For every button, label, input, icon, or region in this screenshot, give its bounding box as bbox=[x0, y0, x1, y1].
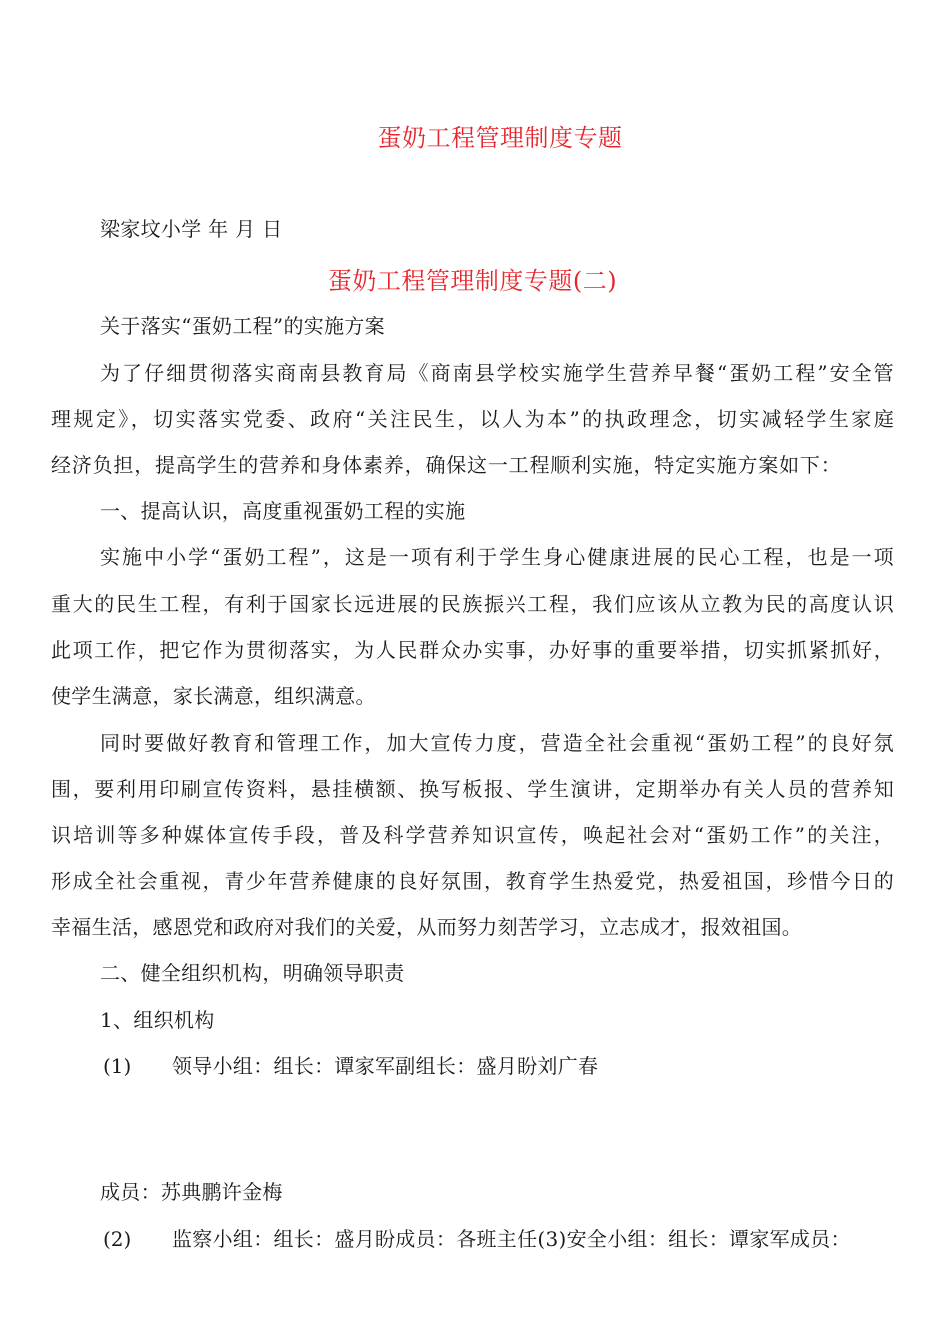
byline: 梁家坟小学 年 月 日 bbox=[100, 217, 283, 241]
para1-line-3: 经济负担，提高学生的营养和身体素养，确保这一工程顺利实施，特定实施方案如下： bbox=[51, 453, 841, 477]
document-title: 蛋奶工程管理制度专题 bbox=[377, 124, 623, 152]
item2-text: 监察小组：组长：盛月盼成员：各班主任(3)安全小组：组长：谭家军成员： bbox=[172, 1227, 851, 1251]
para1-line-1: 为了仔细贯彻落实商南县教育局《商南县学校实施学生营养早餐“蛋奶工程”安全管 bbox=[100, 361, 894, 385]
para3-line-2: 围，要利用印刷宣传资料，悬挂横额、换写板报、学生演讲，定期举办有关人员的营养知 bbox=[51, 777, 894, 801]
item1-text: 领导小组：组长：谭家军副组长：盛月盼刘广春 bbox=[172, 1054, 599, 1078]
para3-line-3: 识培训等多种媒体宣传手段，普及科学营养知识宣传，唤起社会对“蛋奶工作”的关注， bbox=[51, 823, 894, 847]
para2-line-3: 此项工作，把它作为贯彻落实，为人民群众办实事，办好事的重要举措，切实抓紧抓好， bbox=[51, 638, 894, 662]
para3-line-1: 同时要做好教育和管理工作，加大宣传力度，营造全社会重视“蛋奶工程”的良好氛 bbox=[100, 731, 894, 755]
para2-line-4: 使学生满意，家长满意，组织满意。 bbox=[51, 684, 376, 708]
para2-line-2: 重大的民生工程，有利于国家长远进展的民族振兴工程，我们应该从立教为民的高度认识 bbox=[51, 592, 894, 616]
sub1-heading: 1、组织机构 bbox=[100, 1008, 215, 1032]
para2-line-1: 实施中小学“蛋奶工程”，这是一项有利于学生身心健康进展的民心工程，也是一项 bbox=[100, 545, 894, 569]
item1-number: (1) bbox=[103, 1054, 132, 1078]
item2-number: (2) bbox=[103, 1227, 132, 1251]
para3-line-4: 形成全社会重视，青少年营养健康的良好氛围，教育学生热爱党，热爱祖国，珍惜今日的 bbox=[51, 869, 894, 893]
para1-line-2: 理规定》，切实落实党委、政府“关注民生，以人为本”的执政理念，切实减轻学生家庭 bbox=[51, 407, 894, 431]
section2-heading: 二、健全组织机构，明确领导职责 bbox=[100, 961, 405, 985]
members-line: 成员：苏典鹏许金梅 bbox=[100, 1180, 283, 1204]
plan-heading: 关于落实“蛋奶工程”的实施方案 bbox=[100, 314, 385, 338]
document-subtitle: 蛋奶工程管理制度专题(二) bbox=[327, 267, 618, 295]
para3-line-5: 幸福生活，感恩党和政府对我们的关爱，从而努力刻苦学习，立志成才，报效祖国。 bbox=[51, 915, 803, 939]
section1-heading: 一、提高认识，高度重视蛋奶工程的实施 bbox=[100, 499, 466, 523]
